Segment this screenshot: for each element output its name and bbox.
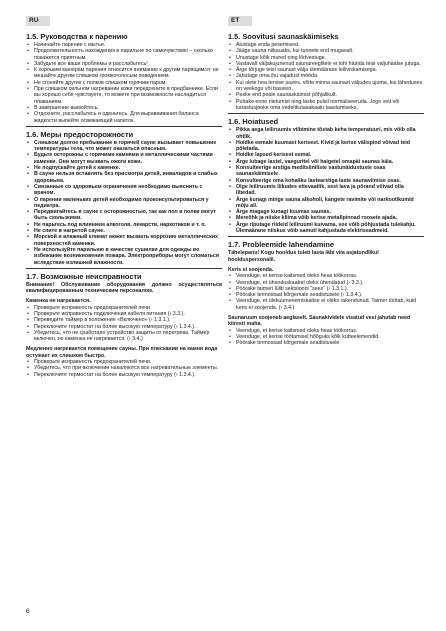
list-item: • Pöörake termostaat kõrgemale seadistusele (› 1.3.4.). [228, 292, 424, 298]
section-title: 1.5. Soovitusi saunaskäimiseks [228, 32, 339, 41]
section-divider [228, 236, 424, 237]
list-item: • Проверьте исправность подключения кабеля питания (› 3.3.). [26, 311, 222, 317]
list-item: • Слишком долгое пребывание в горячей сауне вызывает повышение температуры тела, что может оказаться опасным. [26, 140, 222, 153]
bullet-list [26, 42, 222, 124]
warning-note: Внимание! Обслуживание оборудования должно осуществляться квалифицированным техническим персоналом. [26, 281, 222, 295]
list-item: • Ärge lubage lastel, vaeguritel või haigetel omapäi saunas käia. [228, 159, 424, 165]
list-item: • Unustage kõik mured ning lõdvestuge. [228, 55, 424, 61]
list-item: • Veenduge, et ülekuumenemiskaitse ei oleks rakendunud. Taimer töötab, kuid keris ei soojenda. (› 3.4.) [228, 298, 424, 311]
problem-heading: Медленно нагревается помещение сауны. При плескании на камни вода остужает их слишком быстро. [26, 346, 218, 359]
list-item: • Переключите термостат на более высокую температуру (› 1.3.4.). [26, 372, 222, 378]
list-item: • Konsulteerige arstiga meditsiiniliste vastunäidustuste osas saunaskäimisele. [228, 165, 424, 178]
list-item: • Переключите термостат на более высокую температуру (› 1.3.4.). [26, 324, 222, 330]
list-item: • Veenduge, et kerise kaitsmed oleks heas töökorras. [228, 328, 424, 334]
warning-note: Tähelepanu! Kogu hooldus tuleb lasta läbi viia asjatundlikul hoolduspersonalil. [228, 250, 379, 263]
list-item: • Морской и влажный климат может вызвать коррозию металлических поверхностей каменки. [26, 234, 222, 247]
list-item: • Olge leiliruumis liikudes ettevaatlik, sest lava ja põrand võivad olla libedad. [228, 184, 424, 197]
bullet-list [228, 328, 424, 347]
section-title: 1.7. Probleemide lahendamine [228, 240, 334, 250]
section-divider [228, 113, 424, 114]
list-item: • Не спите в нагретой сауне. [26, 228, 222, 234]
list-item: • Veenduge, et kerise töötamisel hõõguks kõik kütteelemendid. [228, 334, 424, 340]
list-item: • Jääge sauna niikauaks, kui tunnete end mugavalt. [228, 48, 424, 54]
list-item: • Pöörake taimeri lüliti sektsiooni "sees" (› 1.3.1.). [228, 286, 424, 292]
list-item: • Связанные со здоровьем ограничения необходимо выяснить с врачом. [26, 184, 222, 197]
list-item: • Puhake enne riietumist ning laske pulsil normaliseeruda. Joge vett või karastusjooke oma vedelikutasakaalu taastamiseks. [228, 99, 424, 112]
list-item: • Ärge riputage riideid leiliruumi kuivama, see võib põhjustada tulekahju. Ülemäärane niiskus võib samuti kahjustada elektriseadmeid. [228, 222, 424, 235]
section-divider [26, 268, 222, 269]
language-tab-ru: RU [26, 16, 50, 26]
list-item: • Убедитесь, что не сработало устройство защиты от перегрева. Таймер включен, но каменка не нагревается. (› 3.4.) [26, 330, 222, 343]
list-item: • Kui olete hea tervise juures, võite minna saunast väljudes ujuma, kui läheduses on veekogu või bassein. [228, 80, 424, 93]
list-item: • Начинайте парение с мытья. [26, 42, 222, 48]
list-item: • Veenduge, et kerise kaitsmed oleks heas töökorras. [228, 273, 424, 279]
problem-heading: Каменка не нагревается. [26, 298, 91, 305]
list-item: • В завершение вымойтесь. [26, 105, 222, 111]
list-item: • При слишком сильном нагревании кожи передохните в предбаннике. Если вы хорошо себя чувствуете, то можете при возможности насладиться плаванием. [26, 86, 222, 105]
column-et [228, 32, 424, 346]
list-item: • Ärge kunagi minge sauna alkoholi, kangete ravimite või narkootikumid mõju all. [228, 197, 424, 210]
list-item: • Vastavalt väljakujunenud saunareeglitele ei tohi häirida teisi valjuhäälse jutuga. [228, 61, 424, 67]
list-item: • Hoidke eemale kuumast kerisest. Kivid ja kerise välispind võivad teid põletada. [228, 140, 424, 153]
section-title: 1.5. Руководства к парению [26, 32, 128, 41]
list-item: • Проверьте исправность предохранителей печи [26, 305, 222, 311]
problem-heading: Saunaruum soojeneb aeglaselt. Saunakividele visatud vesi jahutab need kiiresti maha. [228, 314, 411, 328]
list-item: • Отдохните, расслабьтесь и оденьтесь. Для выравнивания баланса жидкости выпейте освежающий напиток. [26, 111, 222, 124]
list-item: • К хорошим манерам парения относится внимание к другим парящимся: не мешайте другим слишком громкоголосым поведением. [26, 67, 222, 80]
list-item: • Veenduge, et ühenduskaabel oleks ühendatud (› 3.3.). [228, 280, 424, 286]
list-item: • Передвигайтесь в сауне с осторожностью, так как пол и полки могут быть скользкими. [26, 209, 222, 222]
bullet-list [26, 305, 222, 343]
list-item: • Pöörake termostaat kõrgemale seadistusele [228, 340, 424, 346]
list-item: • Peske end peale saunaskäimist põhjalikult. [228, 92, 424, 98]
list-item: • Не подпускайте детей к каменке. [26, 165, 222, 171]
list-item: • Не используйте парильню в качестве сушилки для одежды во избежание возникновения пожара. Электроприборы могут сломаться вследствие излишней влажности. [26, 247, 222, 266]
list-item: • О парении маленьких детей необходимо проконсультироваться у педиатра. [26, 197, 222, 210]
list-item: • Konsulteerige oma kohaliku lastearstiga laste saunaviimise osas. [228, 178, 424, 184]
list-item: • Ärge magage kunagi kuumas saunas. [228, 209, 424, 215]
bullet-list [26, 359, 222, 378]
list-item: • Будьте осторожны с горячими камнями и металлическими частями каменки. Они могут вызвать ожоги кожи. [26, 152, 222, 165]
list-item: • Убедитесь, что при включении накаляются все нагревательные элементы. [26, 365, 222, 371]
list-item: • Не сгоняйте других с полков слишком горячим паром. [26, 80, 222, 86]
list-item: • Проверьте исправность предохранителей печи. [26, 359, 222, 365]
section-title: 1.6. Меры предосторожности [26, 129, 134, 139]
section-title: 1.7. Возможные неисправности [26, 271, 142, 281]
list-item: • Забудьте все ваши проблемы и расслабьтесь! [26, 61, 222, 67]
list-item: • В сауне нельзя оставлять без присмотра детей, инвалидов и слабых здоровьем. [26, 171, 222, 184]
list-item: • Не парьтесь под влиянием алкоголя, лекарств, наркотиков и т. п. [26, 222, 222, 228]
problem-heading: Keris ei soojenda. [228, 266, 274, 273]
page-number: 6 [26, 608, 30, 615]
section-divider [26, 126, 222, 127]
list-item: • Продолжительность нахождения в парильне по самочувствию – сколько покажется приятным. [26, 48, 222, 61]
language-tab-et: ET [228, 16, 252, 26]
bullet-list [228, 42, 424, 111]
list-item: • Mereõhk ja niiske kliima võib kerise metallpinnad roosete ajada. [228, 215, 424, 221]
bullet-list [228, 127, 424, 234]
bullet-list [26, 140, 222, 266]
column-ru [26, 32, 222, 378]
list-item: • Pikka aega leiliruumis viibimine tõstab keha temperatuuri, mis võib olla ohtlik. [228, 127, 424, 140]
list-item: • Hoidke lapsed kerisest eemal. [228, 152, 424, 158]
list-item: • Alustage enda pesemisest. [228, 42, 424, 48]
bullet-list [228, 273, 424, 311]
section-title: 1.6. Hoiatused [228, 117, 279, 127]
list-item: • Jahutage oma ihu vajadust mööda. [228, 73, 424, 79]
list-item: • Переведите таймер в положение «Включено» (› 1.3.1.). [26, 317, 222, 323]
list-item: • Ärge tõrjuge teisi saunast välja ülemäärase leiliviskamisega. [228, 67, 424, 73]
